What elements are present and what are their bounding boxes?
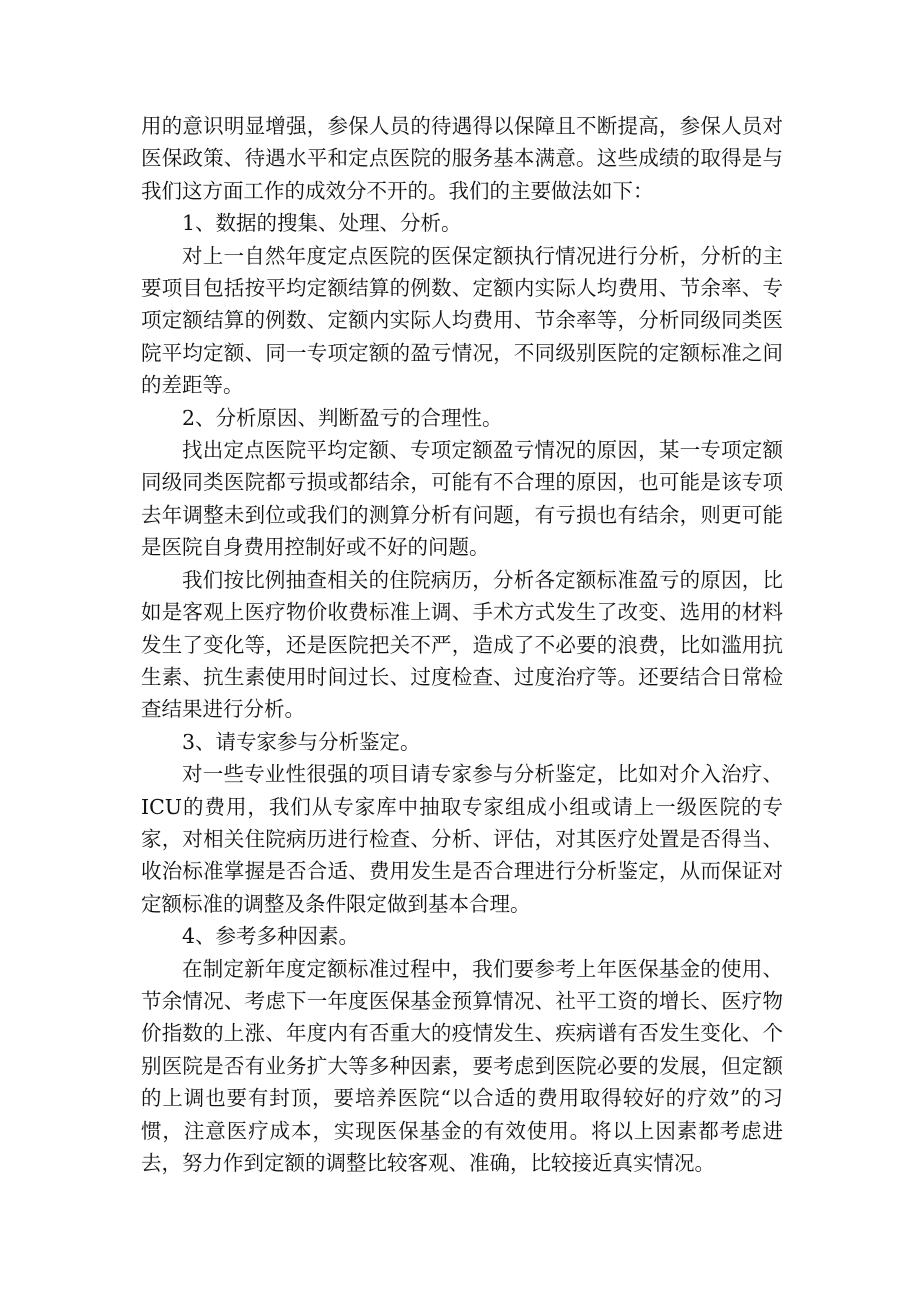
section-heading-4: 4、参考多种因素。: [182, 924, 360, 949]
paragraph-data-analysis: 对上一自然年度定点医院的医保定额执行情况进行分析，分析的主要项目包括按平均定额结算的例数、定额内实际人均费用、节余率、专项定额结算的例数、定额内实际人均费用、节余率等，分析同级同类医院平均定额、同一专项定额的盈亏情况，不同级别医院的定额标准之间的差距等。: [141, 243, 783, 398]
section-heading-2: 2、分析原因、判断盈亏的合理性。: [182, 405, 503, 430]
section-heading-3: 3、请专家参与分析鉴定。: [182, 729, 421, 754]
paragraph-factors: 在制定新年度定额标准过程中，我们要参考上年医保基金的使用、节余情况、考虑下一年度医保基金预算情况、社平工资的增长、医疗物价指数的上涨、年度内有否重大的疫情发生、疾病谱有否发生变化、个别医院是否有业务扩大等多种因素，要考虑到医院必要的发展，但定额的上调也要有封顶，要培养医院“以合适的费用取得较好的疗效”的习惯，注意医疗成本，实现医保基金的有效使用。将以上因素都考虑进去，努力作到定额的调整比较客观、准确，比较接近真实情况。: [141, 956, 783, 1175]
paragraph-sampling: 我们按比例抽查相关的住院病历，分析各定额标准盈亏的原因，比如是客观上医疗物价收费标准上调、手术方式发生了改变、选用的材料发生了变化等，还是医院把关不严，造成了不必要的浪费，比如滥用抗生素、抗生素使用时间过长、过度检查、过度治疗等。还要结合日常检查结果进行分析。: [141, 567, 783, 722]
paragraph-causes: 找出定点医院平均定额、专项定额盈亏情况的原因，某一专项定额同级同类医院都亏损或都结余，可能有不合理的原因，也可能是该专项去年调整未到位或我们的测算分析有问题，有亏损也有结余，则更可能是医院自身费用控制好或不好的问题。: [141, 438, 783, 560]
document-body: [141, 110, 783, 1179]
section-heading-1: 1、数据的搜集、处理、分析。: [182, 211, 462, 236]
paragraph-intro-continuation: 用的意识明显增强，参保人员的待遇得以保障且不断提高，参保人员对医保政策、待遇水平和定点医院的服务基本满意。这些成绩的取得是与我们这方面工作的成效分不开的。我们的主要做法如下：: [141, 114, 783, 203]
paragraph-experts: 对一些专业性很强的项目请专家参与分析鉴定，比如对介入治疗、ICU的费用，我们从专家库中抽取专家组成小组或请上一级医院的专家，对相关住院病历进行检查、分析、评估，对其医疗处置是否得当、收治标准掌握是否合适、费用发生是否合理进行分析鉴定，从而保证对定额标准的调整及条件限定做到基本合理。: [141, 762, 783, 916]
